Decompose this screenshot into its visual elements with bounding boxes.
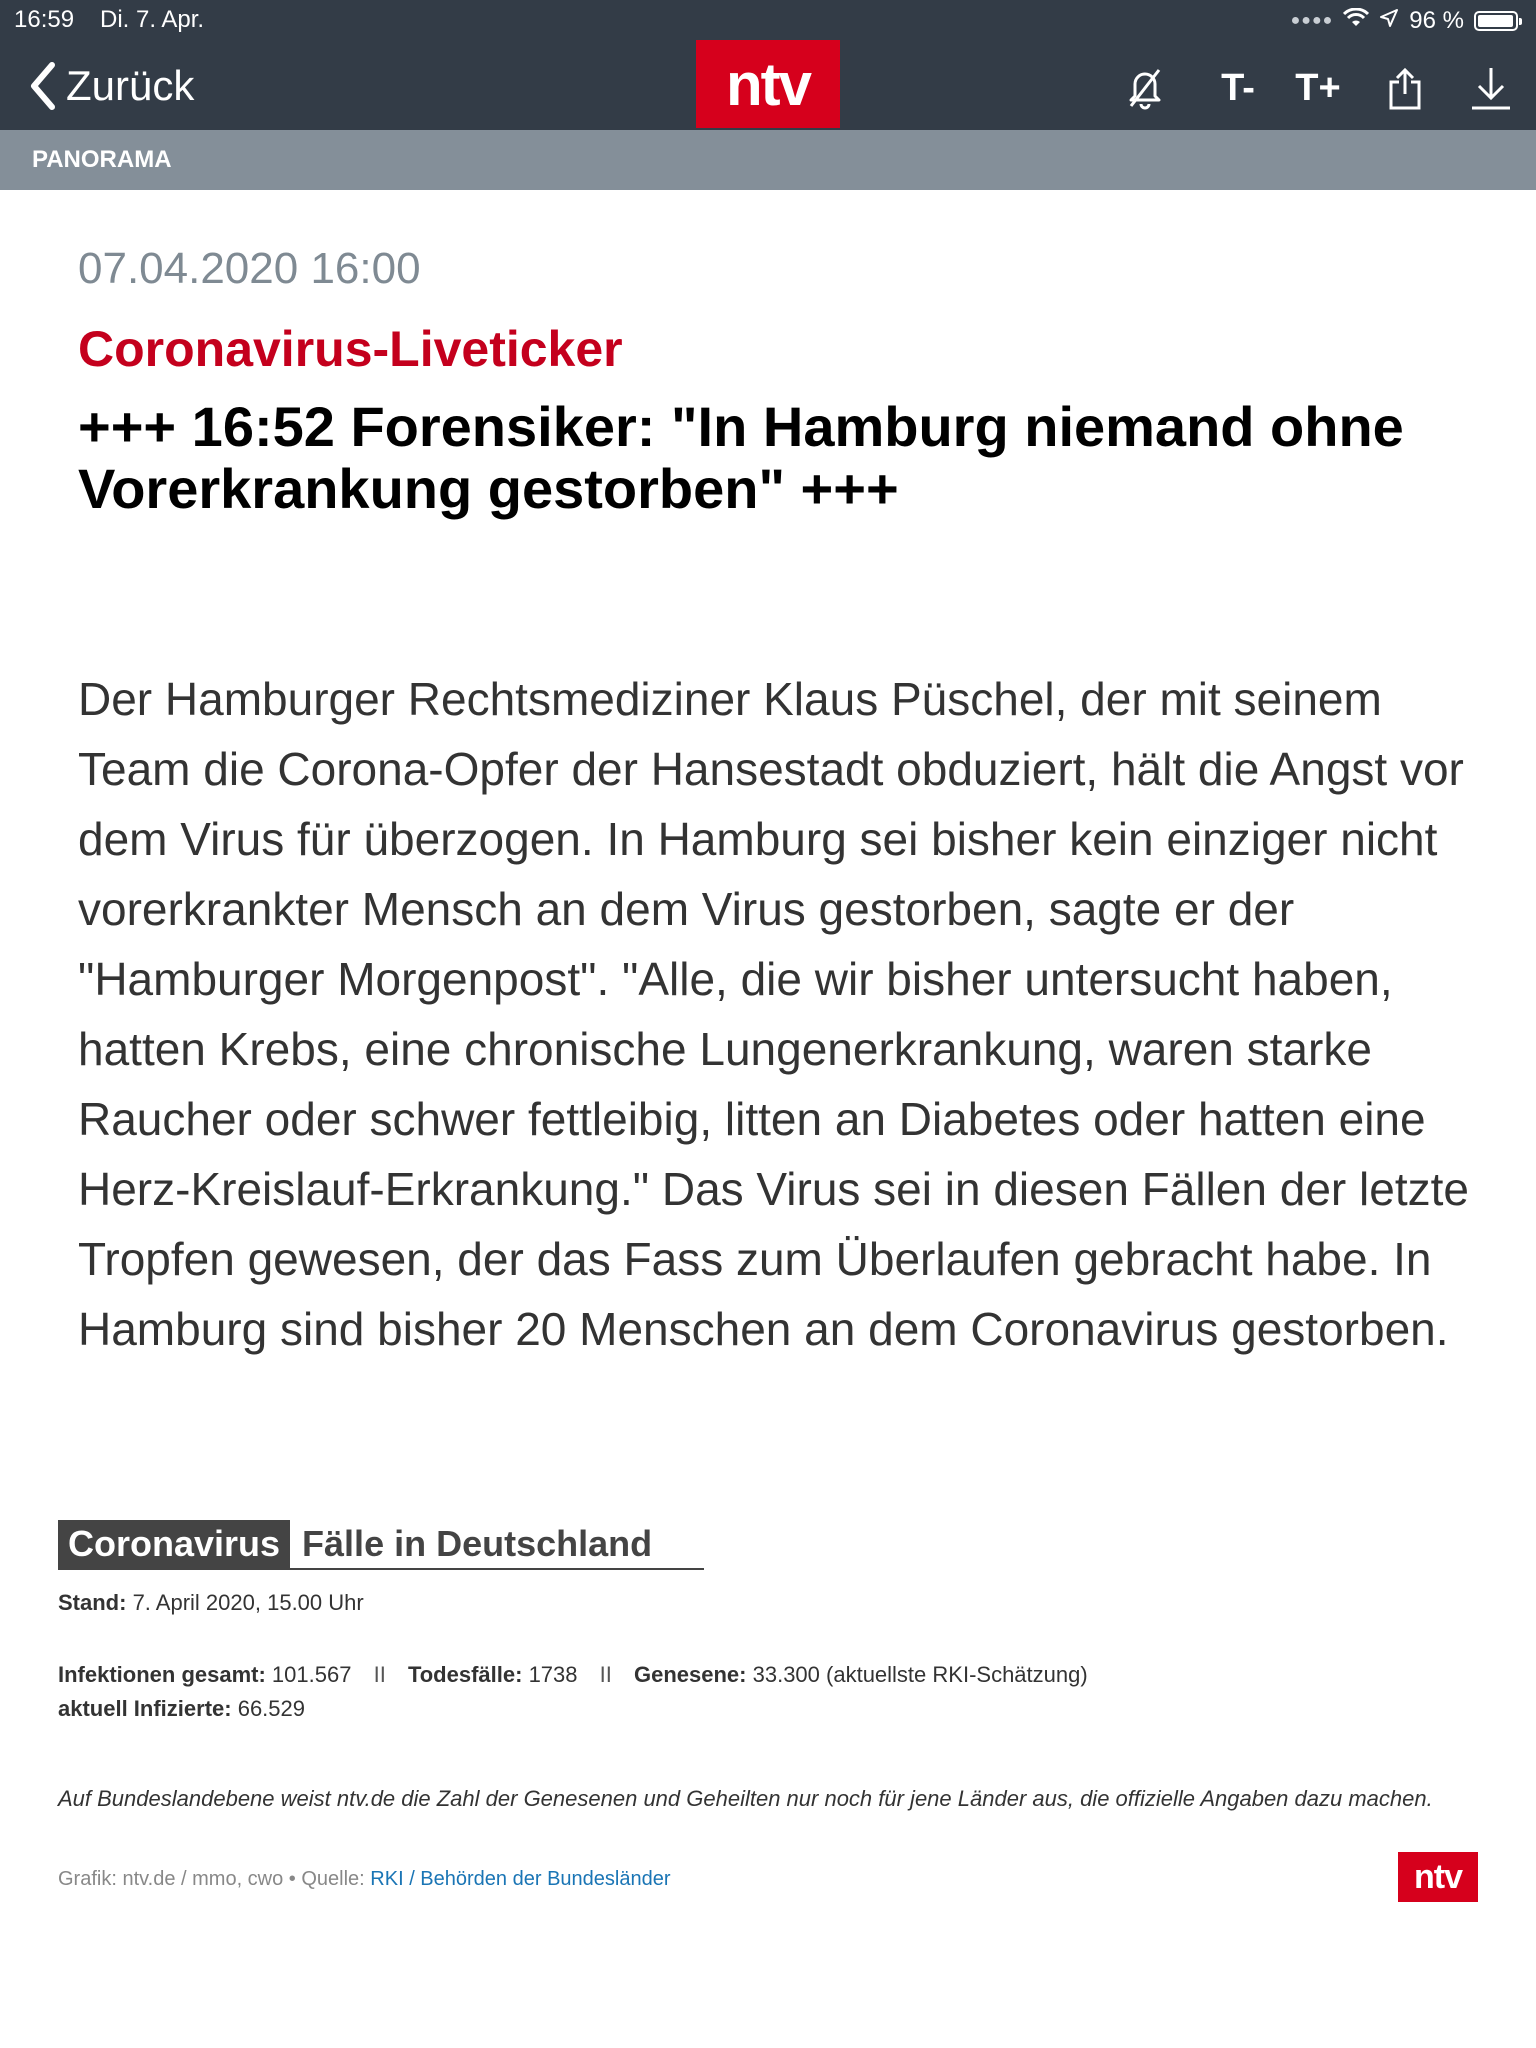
infobox-stats <box>58 1658 1088 1726</box>
ntv-logo-small: ntv <box>1398 1852 1478 1902</box>
chevron-left-icon <box>28 61 58 111</box>
infobox-note: Auf Bundeslandebene weist ntv.de die Zahl der Genesenen und Geheilten nur noch für jene Länder aus, die offizielle Angaben dazu machen. <box>58 1786 1433 1811</box>
recovered-label: Genesene: <box>634 1662 747 1687</box>
infobox-title-dark: Coronavirus <box>58 1520 290 1568</box>
stand-label: Stand: <box>58 1590 127 1615</box>
article-date: 07.04.2020 16:00 <box>78 244 421 293</box>
signal-dots-icon: ●●●● <box>1290 12 1334 29</box>
stand-value: 7. April 2020, 15.00 Uhr <box>126 1590 364 1615</box>
source-prefix: Grafik: ntv.de / mmo, cwo • Quelle: <box>58 1868 371 1890</box>
article-body: Der Hamburger Rechtsmediziner Klaus Püschel, der mit seinem Team die Corona-Opfer der Hansestadt obduziert, hält die Angst vor dem Virus für überzogen. In Hamburg sei bisher kein einziger nicht vorerkrankter Mensch an dem Virus gestorben, sagte er der "Hamburger Morgenpost". "Alle, die wir bisher untersucht haben, hatten Krebs, eine chronische Lungenerkrankung, waren starke Raucher oder schwer fettleibig, litten an Diabetes oder hatten eine Herz-Kreislauf-Erkrankung." Das Virus sei in diesen Fällen der letzte Tropfen gewesen, der das Fass zum Überlaufen gebracht habe. In Hamburg sind bisher 20 Menschen an dem Coronavirus gestorben. <box>78 673 1469 1355</box>
wifi-icon <box>1343 7 1369 35</box>
current-infected-value: 66.529 <box>231 1696 305 1721</box>
section-bar: PANORAMA <box>0 130 1536 190</box>
infobox-title-light: Fälle in Deutschland <box>302 1523 653 1564</box>
back-button[interactable] <box>28 58 194 114</box>
infobox-source <box>58 1868 671 1891</box>
share-icon <box>1387 66 1423 110</box>
battery-percent: 96 % <box>1409 7 1464 34</box>
battery-fill <box>1478 15 1513 27</box>
separator: II <box>373 1662 386 1687</box>
article-headline: +++ 16:52 Forensiker: "In Hamburg niemand ohne Vorerkrankung gestorben" +++ <box>78 395 1404 520</box>
status-indicators <box>1291 6 1518 36</box>
article-kicker: Coronavirus-Liveticker <box>78 321 623 377</box>
download-icon <box>1470 66 1512 110</box>
font-larger-button[interactable]: T+ <box>1295 66 1341 109</box>
source-link[interactable]: RKI / Behörden der Bundesländer <box>370 1868 671 1890</box>
separator: II <box>599 1662 612 1687</box>
back-label: Zurück <box>66 62 195 109</box>
ntv-logo[interactable]: ntv <box>696 40 840 128</box>
bell-off-icon <box>1125 66 1165 110</box>
current-infected-label: aktuell Infizierte: <box>58 1696 232 1721</box>
battery-icon <box>1474 11 1518 31</box>
top-bar <box>0 0 1536 130</box>
recovered-value: 33.300 (aktuellste RKI-Schätzung) <box>746 1662 1088 1687</box>
download-button[interactable] <box>1466 64 1516 112</box>
infobox-stand <box>58 1590 364 1616</box>
share-button[interactable] <box>1380 64 1430 112</box>
font-smaller-button[interactable]: T- <box>1221 66 1255 109</box>
infections-value: 101.567 <box>265 1662 352 1687</box>
infections-label: Infektionen gesamt: <box>58 1662 266 1687</box>
status-date: Di. 7. Apr. <box>100 6 205 33</box>
status-time: 16:59 <box>14 6 75 33</box>
notifications-off-button[interactable] <box>1120 64 1170 112</box>
infobox-title <box>58 1520 704 1570</box>
deaths-value: 1738 <box>522 1662 578 1687</box>
deaths-label: Todesfälle: <box>407 1662 523 1687</box>
location-arrow-icon <box>1379 7 1399 35</box>
